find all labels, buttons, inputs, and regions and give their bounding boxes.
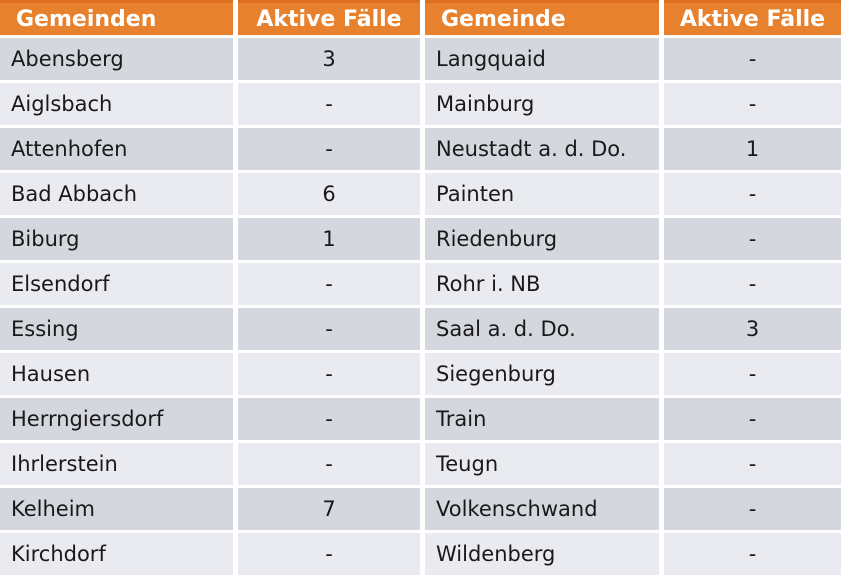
municipality-cell: Bad Abbach <box>0 173 233 215</box>
municipality-cell: Kirchdorf <box>0 533 233 575</box>
active-cases-cell: - <box>238 308 420 350</box>
municipality-cell: Abensberg <box>0 38 233 80</box>
active-cases-cell: - <box>238 83 420 125</box>
active-cases-cell: 1 <box>664 128 841 170</box>
active-cases-cell: 6 <box>238 173 420 215</box>
active-cases-cell: 1 <box>238 218 420 260</box>
municipality-cell: Saal a. d. Do. <box>425 308 659 350</box>
active-cases-cell: - <box>664 398 841 440</box>
municipality-cell: Wildenberg <box>425 533 659 575</box>
municipality-cell: Ihrlerstein <box>0 443 233 485</box>
municipality-cell: Teugn <box>425 443 659 485</box>
active-cases-cell: 7 <box>238 488 420 530</box>
active-cases-cell: - <box>238 398 420 440</box>
active-cases-cell: - <box>664 443 841 485</box>
municipality-cell: Volkenschwand <box>425 488 659 530</box>
active-cases-cell: - <box>664 38 841 80</box>
column-header-aktive-faelle-left: Aktive Fälle <box>238 0 420 35</box>
active-cases-cell: - <box>664 173 841 215</box>
column-header-aktive-faelle-right: Aktive Fälle <box>664 0 841 35</box>
municipality-cell: Hausen <box>0 353 233 395</box>
municipality-cell: Essing <box>0 308 233 350</box>
municipality-cell: Neustadt a. d. Do. <box>425 128 659 170</box>
municipality-cell: Kelheim <box>0 488 233 530</box>
municipality-cell: Langquaid <box>425 38 659 80</box>
municipality-cell: Rohr i. NB <box>425 263 659 305</box>
municipality-cell: Biburg <box>0 218 233 260</box>
active-cases-cell: - <box>664 533 841 575</box>
active-cases-cell: - <box>664 83 841 125</box>
active-cases-cell: - <box>238 353 420 395</box>
municipality-cell: Painten <box>425 173 659 215</box>
active-cases-cell: 3 <box>238 38 420 80</box>
municipality-cell: Siegenburg <box>425 353 659 395</box>
active-cases-cell: - <box>238 128 420 170</box>
municipality-cell: Elsendorf <box>0 263 233 305</box>
municipality-cell: Mainburg <box>425 83 659 125</box>
active-cases-cell: - <box>664 218 841 260</box>
active-cases-cell: - <box>238 533 420 575</box>
municipality-cell: Attenhofen <box>0 128 233 170</box>
active-cases-cell: - <box>664 488 841 530</box>
active-cases-cell: - <box>238 263 420 305</box>
active-cases-cell: - <box>664 263 841 305</box>
active-cases-cell: 3 <box>664 308 841 350</box>
column-header-gemeinde-right: Gemeinde <box>425 0 659 35</box>
municipality-cell: Herrngiersdorf <box>0 398 233 440</box>
active-cases-cell: - <box>664 353 841 395</box>
municipality-cell: Aiglsbach <box>0 83 233 125</box>
municipality-cell: Train <box>425 398 659 440</box>
active-cases-cell: - <box>238 443 420 485</box>
municipality-cell: Riedenburg <box>425 218 659 260</box>
column-header-gemeinden-left: Gemeinden <box>0 0 233 35</box>
